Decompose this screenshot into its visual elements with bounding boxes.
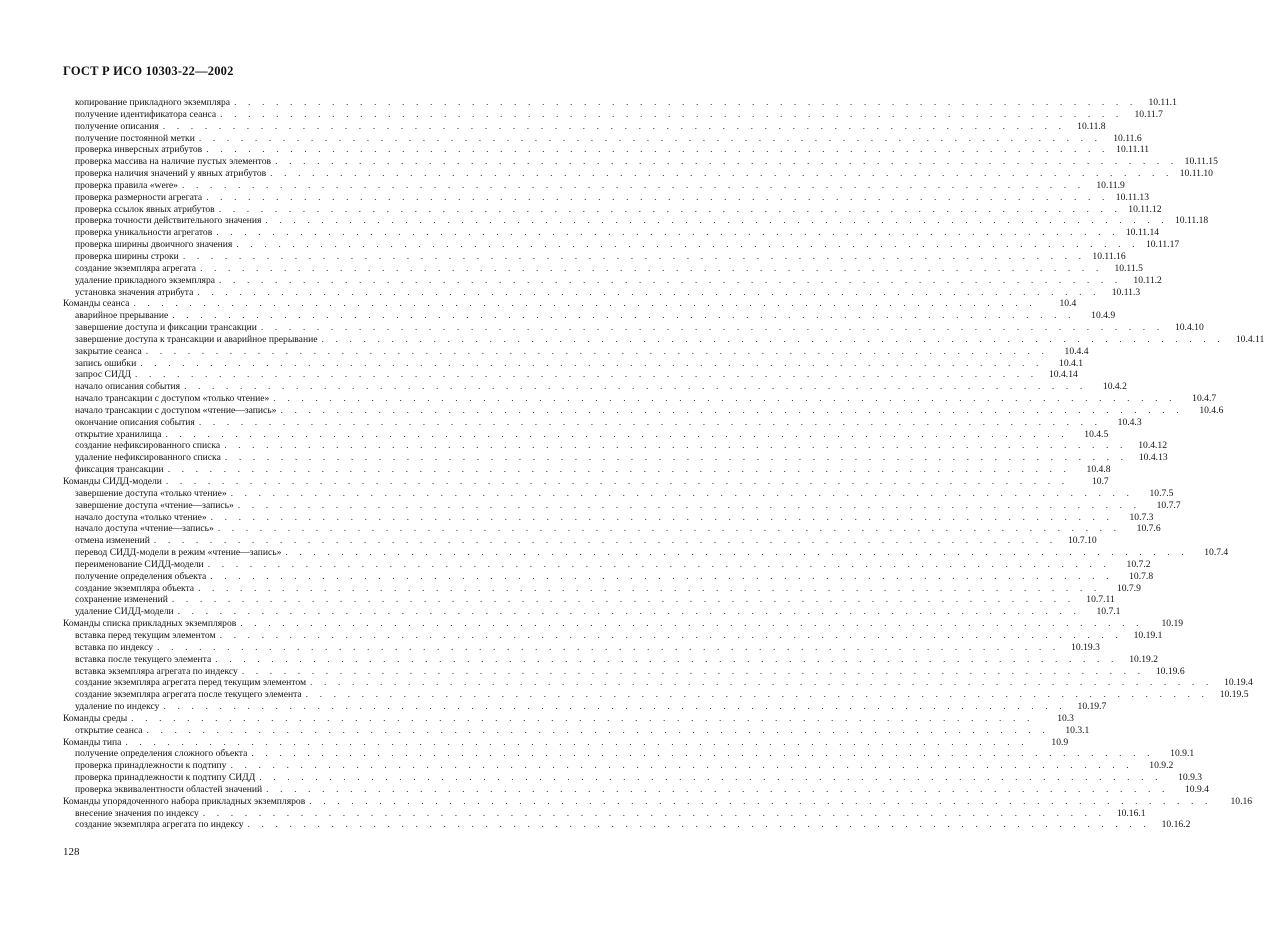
index-subentry (63, 286, 1141, 299)
entry-reference: 10.4.12 (1138, 440, 1167, 452)
entry-reference: 10.19.4 (1224, 677, 1253, 689)
dot-leader: . . . . . . . . . . . . . . . . . . . . . . . . . . . . . . . . . . . . . . . . . . . . . . . . . . . . . . . . . . . . . . . . . (184, 381, 1087, 393)
index-entry (63, 795, 1253, 808)
dot-leader: . . . . . . . . . . . . . . . . . . . . . . . . . . . . . . . . . . . . . . . . . . . . . . . . . . . . . . . . . . . . . . . . . (131, 712, 1034, 724)
dot-leader: . . . . . . . . . . . . . . . . . . . . . . . . . . . . . . . . . . . . . . . . . . . . . . . . . . . . . . . . . . . . . . . . . (216, 227, 1120, 239)
index-subentry (63, 760, 1174, 772)
entry-reference: 10.11.2 (1133, 274, 1162, 286)
entry-title: удаление прикладного экземпляра (75, 274, 216, 286)
entry-title: завершение доступа и фиксации трансакции (75, 322, 257, 334)
index-subentry (63, 357, 1084, 370)
entry-reference: 10.11.10 (1179, 168, 1213, 180)
index-subentry (63, 227, 1160, 239)
index-subentry (63, 677, 1253, 689)
index-subentry (63, 215, 1209, 227)
entry-reference: 10.4.6 (1199, 404, 1224, 416)
index-subentry (63, 203, 1162, 216)
index-subentry (63, 523, 1161, 535)
dot-leader: . . . . . . . . . . . . . . . . . . . . . . . . . . . . . . . . . . . . . . . . . . . . . . . . . . . . . . . . . . . . . . . . . (270, 168, 1173, 180)
entry-reference: 10.19.1 (1133, 629, 1163, 641)
entry-title: перевод СИДД-модели в режим «чтение—запись» (75, 547, 282, 559)
index-subentry (63, 807, 1146, 820)
dot-leader: . . . . . . . . . . . . . . . . . . . . . . . . . . . . . . . . . . . . . . . . . . . . . . . . . . . . . . . . . . . . . . . . . (125, 736, 1029, 748)
entry-title: получение определения объекта (75, 570, 207, 582)
index-subentry (63, 179, 1125, 192)
dot-leader: . . . . . . . . . . . . . . . . . . . . . . . . . . . . . . . . . . . . . . . . . . . . . . . . . . . . . . . . . . . . . . . . . (181, 179, 1085, 191)
dot-leader: . . . . . . . . . . . . . . . . . . . . . . . . . . . . . . . . . . . . . . . . . . . . . . . . . . . . . . . . . . . . . . . . . (251, 748, 1155, 760)
index-subentry (63, 819, 1191, 831)
dot-leader: . . . . . . . . . . . . . . . . . . . . . . . . . . . . . . . . . . . . . . . . . . . . . . . . . . . . . . . . . . . . . . . . . (197, 286, 1101, 298)
dot-leader: . . . . . . . . . . . . . . . . . . . . . . . . . . . . . . . . . . . . . . . . . . . . . . . . . . . . . . . . . . . . . . . . . (224, 452, 1128, 464)
index-subentry (63, 144, 1150, 156)
index-subentry (63, 369, 1078, 381)
entry-title: вставка после текущего элемента (75, 653, 212, 665)
entry-reference: 10.16.1 (1116, 807, 1146, 819)
entry-reference: 10.4.7 (1192, 393, 1217, 405)
dot-leader: . . . . . . . . . . . . . . . . . . . . . . . . . . . . . . . . . . . . . . . . . . . . . . . . . . . . . . . . . . . . . . . . . (247, 819, 1151, 831)
index-subentry (63, 440, 1167, 452)
entry-reference: 10.7.8 (1129, 570, 1154, 582)
entry-title: отмена изменений (75, 535, 150, 547)
index-subentry (63, 748, 1195, 760)
index-subentry (63, 535, 1097, 547)
index-subentry (63, 97, 1177, 109)
entry-reference: 10.19 (1161, 618, 1184, 630)
index-subentry (63, 511, 1154, 524)
entry-reference: 10.11.15 (1184, 156, 1218, 168)
index-subentry (63, 452, 1168, 464)
entry-title: копирование прикладного экземпляра (75, 97, 231, 108)
entry-reference: 10.4 (1059, 298, 1077, 310)
dot-leader: . . . . . . . . . . . . . . . . . . . . . . . . . . . . . . . . . . . . . . . . . . . . . . . . . . . . . . . . . . . . . . . . . (140, 357, 1044, 369)
dot-leader: . . . . . . . . . . . . . . . . . . . . . . . . . . . . . . . . . . . . . . . . . . . . . . . . . . . . . . . . . . . . . . . . . (234, 97, 1137, 108)
index-subentry (63, 594, 1115, 606)
dot-leader: . . . . . . . . . . . . . . . . . . . . . . . . . . . . . . . . . . . . . . . . . . . . . . . . . . . . . . . . . . . . . . . . . (207, 558, 1111, 570)
entry-title: Команды типа (63, 736, 122, 748)
entry-title: вставка по индексу (75, 641, 154, 653)
index-subentry (63, 322, 1204, 334)
entry-reference: 10.11.12 (1128, 203, 1162, 215)
entry-reference: 10.3 (1057, 712, 1074, 724)
document-header: ГОСТ Р ИСО 10303-22—2002 (63, 64, 234, 78)
dot-leader: . . . . . . . . . . . . . . . . . . . . . . . . . . . . . . . . . . . . . . . . . . . . . . . . . . . . . . . . . . . . . . . . . (182, 250, 1086, 262)
entry-reference: 10.4.14 (1049, 369, 1078, 381)
entry-title: получение постоянной метки (75, 132, 195, 144)
entry-reference: 10.11.9 (1096, 179, 1125, 191)
entry-reference: 10.9.4 (1184, 783, 1209, 795)
entry-title: фиксация трансакции (75, 464, 164, 476)
dot-leader: . . . . . . . . . . . . . . . . . . . . . . . . . . . . . . . . . . . . . . . . . . . . . . . . . . . . . . . . . . . . . . . . . (171, 594, 1075, 606)
dot-leader: . . . . . . . . . . . . . . . . . . . . . . . . . . . . . . . . . . . . . . . . . . . . . . . . . . . . . . . . . . . . . . . . . (219, 629, 1123, 641)
entry-title: завершение доступа к трансакции и аварийное прерывание (75, 333, 318, 345)
entry-title: Команды упорядоченного набора прикладных экземпляров (63, 795, 306, 807)
dot-leader: . . . . . . . . . . . . . . . . . . . . . . . . . . . . . . . . . . . . . . . . . . . . . . . . . . . . . . . . . . . . . . . . . (172, 310, 1076, 322)
dot-leader: . . . . . . . . . . . . . . . . . . . . . . . . . . . . . . . . . . . . . . . . . . . . . . . . . . . . . . . . . . . . . . . . . (280, 404, 1184, 416)
index-subentry (63, 108, 1163, 121)
entry-reference: 10.4.10 (1174, 322, 1204, 334)
dot-leader: . . . . . . . . . . . . . . . . . . . . . . . . . . . . . . . . . . . . . . . . . . . . . . . . . . . . . . . . . . . . . . . . . (275, 156, 1178, 168)
dot-leader: . . . . . . . . . . . . . . . . . . . . . . . . . . . . . . . . . . . . . . . . . . . . . . . . . . . . . . . . . . . . . . . . . (157, 641, 1060, 653)
index-subentry (63, 333, 1264, 346)
index-subentry (63, 772, 1203, 784)
dot-leader: . . . . . . . . . . . . . . . . . . . . . . . . . . . . . . . . . . . . . . . . . . . . . . . . . . . . . . . . . . . . . . . . . (163, 701, 1067, 713)
entry-title: создание экземпляра агрегата по индексу (75, 819, 244, 831)
index-subentry (63, 393, 1217, 405)
entry-title: начало доступа «чтение—запись» (75, 523, 214, 535)
entry-reference: 10.9.3 (1178, 772, 1203, 784)
entry-reference: 10.11.13 (1115, 191, 1149, 203)
dot-leader: . . . . . . . . . . . . . . . . . . . . . . . . . . . . . . . . . . . . . . . . . . . . . . . . . . . . . . . . . . . . . . . . . (285, 547, 1189, 559)
entry-reference: 10.4.13 (1138, 452, 1168, 464)
entry-reference: 10.19.5 (1219, 689, 1249, 701)
dot-leader: . . . . . . . . . . . . . . . . . . . . . . . . . . . . . . . . . . . . . . . . . . . . . . . . . . . . . . . . . . . . . . . . . (134, 369, 1038, 381)
index-subentry (63, 156, 1218, 168)
entry-title: удаление по индексу (75, 701, 160, 713)
dot-leader: . . . . . . . . . . . . . . . . . . . . . . . . . . . . . . . . . . . . . . . . . . . . . . . . . . . . . . . . . . . . . . . . . (202, 807, 1106, 819)
entry-title: внесение значения по индексу (75, 807, 199, 819)
dot-leader: . . . . . . . . . . . . . . . . . . . . . . . . . . . . . . . . . . . . . . . . . . . . . . . . . . . . . . . . . . . . . . . . . (224, 440, 1127, 452)
dot-leader: . . . . . . . . . . . . . . . . . . . . . . . . . . . . . . . . . . . . . . . . . . . . . . . . . . . . . . . . . . . . . . . . . (198, 132, 1102, 144)
entry-reference: 10.7.1 (1096, 606, 1121, 618)
entry-reference: 10.11.6 (1113, 132, 1142, 144)
entry-title: запись ошибки (75, 357, 137, 369)
entry-title: Команды списка прикладных экземпляров (63, 618, 237, 630)
dot-leader: . . . . . . . . . . . . . . . . . . . . . . . . . . . . . . . . . . . . . . . . . . . . . . . . . . . . . . . . . . . . . . . . . (218, 203, 1122, 215)
entry-title: проверка эквивалентности областей значений (75, 783, 263, 795)
dot-leader: . . . . . . . . . . . . . . . . . . . . . . . . . . . . . . . . . . . . . . . . . . . . . . . . . . . . . . . . . . . . . . . . . (220, 108, 1123, 120)
index-subentry (63, 689, 1249, 701)
entry-title: проверка правила «were» (75, 179, 178, 191)
index-subentry (63, 629, 1163, 642)
index-subentry (63, 570, 1154, 583)
entry-reference: 10.4.4 (1064, 345, 1089, 357)
entry-title: завершение доступа «только чтение» (75, 487, 227, 499)
dot-leader: . . . . . . . . . . . . . . . . . . . . . . . . . . . . . . . . . . . . . . . . . . . . . . . . . . . . . . . . . . . . . . . . . (206, 144, 1110, 156)
entry-title: начало трансакции с доступом «чтение—запись» (75, 404, 277, 416)
entry-reference: 10.9.1 (1170, 748, 1195, 760)
index-subentry (63, 381, 1127, 393)
dot-leader: . . . . . . . . . . . . . . . . . . . . . . . . . . . . . . . . . . . . . . . . . . . . . . . . . . . . . . . . . . . . . . . . . (167, 464, 1071, 476)
entry-title: проверка принадлежности к подтипу (75, 760, 227, 772)
dot-leader: . . . . . . . . . . . . . . . . . . . . . . . . . . . . . . . . . . . . . . . . . . . . . . . . . . . . . . . . . . . . . . . . . (266, 783, 1169, 795)
dot-leader: . . . . . . . . . . . . . . . . . . . . . . . . . . . . . . . . . . . . . . . . . . . . . . . . . . . . . . . . . . . . . . . . . (240, 618, 1144, 630)
entry-reference: 10.7.9 (1116, 582, 1141, 594)
entry-title: проверка точности действительного значения (75, 215, 262, 227)
dot-leader: . . . . . . . . . . . . . . . . . . . . . . . . . . . . . . . . . . . . . . . . . . . . . . . . . . . . . . . . . . . . . . . . . (198, 582, 1101, 594)
entry-reference: 10.7.10 (1067, 535, 1097, 547)
entry-title: получение определения сложного объекта (75, 748, 248, 760)
index-subentry (63, 132, 1142, 145)
entry-title: получение идентификатора сеанса (75, 108, 217, 120)
dot-leader: . . . . . . . . . . . . . . . . . . . . . . . . . . . . . . . . . . . . . . . . . . . . . . . . . . . . . . . . . . . . . . . . . (309, 795, 1213, 807)
entry-reference: 10.9 (1051, 736, 1069, 748)
entry-title: Команды среды (63, 712, 128, 724)
index-subentry (63, 416, 1142, 429)
index-subentry (63, 701, 1107, 713)
index-subentry (63, 250, 1126, 263)
entry-reference: 10.7.3 (1129, 511, 1154, 523)
entry-title: окончание описания события (75, 416, 195, 428)
entry-reference: 10.11.11 (1116, 144, 1150, 156)
index-subentry (63, 606, 1121, 618)
dot-leader: . . . . . . . . . . . . . . . . . . . . . . . . . . . . . . . . . . . . . . . . . . . . . . . . . . . . . . . . . . . . . . . . . (230, 760, 1134, 772)
entry-title: создание экземпляра агрегата (75, 262, 197, 274)
index-subentry (63, 499, 1181, 512)
dot-leader: . . . . . . . . . . . . . . . . . . . . . . . . . . . . . . . . . . . . . . . . . . . . . . . . . . . . . . . . . . . . . . . . . (200, 262, 1103, 274)
entry-title: проверка массива на наличие пустых элементов (75, 156, 272, 168)
index-subentry (63, 547, 1229, 559)
entry-reference: 10.4.8 (1086, 464, 1111, 476)
entry-reference: 10.19.2 (1129, 653, 1159, 665)
entry-title: удаление СИДД-модели (75, 606, 174, 618)
index-subentry (63, 168, 1213, 180)
entry-title: открытие сеанса (75, 724, 143, 736)
index-subentry (63, 404, 1224, 417)
dot-leader: . . . . . . . . . . . . . . . . . . . . . . . . . . . . . . . . . . . . . . . . . . . . . . . . . . . . . . . . . . . . . . . . . (230, 487, 1134, 499)
dot-leader: . . . . . . . . . . . . . . . . . . . . . . . . . . . . . . . . . . . . . . . . . . . . . . . . . . . . . . . . . . . . . . . . . (321, 333, 1225, 345)
dot-leader: . . . . . . . . . . . . . . . . . . . . . . . . . . . . . . . . . . . . . . . . . . . . . . . . . . . . . . . . . . . . . . . . . (133, 298, 1037, 310)
index-subentry (63, 239, 1180, 251)
dot-leader: . . . . . . . . . . . . . . . . . . . . . . . . . . . . . . . . . . . . . . . . . . . . . . . . . . . . . . . . . . . . . . . . . (210, 570, 1114, 582)
entry-reference: 10.11.1 (1148, 97, 1177, 108)
dot-leader: . . . . . . . . . . . . . . . . . . . . . . . . . . . . . . . . . . . . . . . . . . . . . . . . . . . . . . . . . . . . . . . . . (210, 511, 1114, 523)
entry-title: проверка уникальности агрегатов (75, 227, 213, 239)
dot-leader: . . . . . . . . . . . . . . . . . . . . . . . . . . . . . . . . . . . . . . . . . . . . . . . . . . . . . . . . . . . . . . . . . (145, 345, 1049, 357)
dot-leader: . . . . . . . . . . . . . . . . . . . . . . . . . . . . . . . . . . . . . . . . . . . . . . . . . . . . . . . . . . . . . . . . . (146, 724, 1050, 736)
entry-title: аварийное прерывание (75, 310, 169, 322)
entry-reference: 10.7.5 (1149, 487, 1174, 499)
entry-title: начало доступа «только чтение» (75, 511, 207, 523)
entry-reference: 10.7.11 (1086, 594, 1115, 606)
entry-reference: 10.11.3 (1111, 286, 1141, 298)
entry-reference: 10.4.1 (1059, 357, 1084, 369)
dot-leader: . . . . . . . . . . . . . . . . . . . . . . . . . . . . . . . . . . . . . . . . . . . . . . . . . . . . . . . . . . . . . . . . . (219, 274, 1122, 286)
dot-leader: . . . . . . . . . . . . . . . . . . . . . . . . . . . . . . . . . . . . . . . . . . . . . . . . . . . . . . . . . . . . . . . . . (177, 606, 1081, 618)
entry-title: запрос СИДД (75, 369, 131, 381)
index-subentry (63, 653, 1159, 666)
entry-title: завершение доступа «чтение—запись» (75, 499, 234, 511)
index-entry (63, 736, 1069, 749)
dot-leader: . . . . . . . . . . . . . . . . . . . . . . . . . . . . . . . . . . . . . . . . . . . . . . . . . . . . . . . . . . . . . . . . . (198, 416, 1102, 428)
entry-title: вставка экземпляра агрегата по индексу (75, 665, 238, 677)
entry-title: создание экземпляра агрегата после текущего элемента (75, 689, 302, 701)
entry-reference: 10.7.4 (1204, 547, 1229, 559)
index-subentry (63, 120, 1106, 133)
entry-title: начало трансакции с доступом «только чтение» (75, 393, 270, 405)
entry-reference: 10.7.6 (1136, 523, 1161, 535)
entry-reference: 10.9.2 (1149, 760, 1174, 772)
entry-reference: 10.16.2 (1161, 819, 1191, 831)
index-subentry (63, 428, 1109, 441)
entry-reference: 10.7.2 (1126, 558, 1151, 570)
index-subentry (63, 783, 1209, 796)
entry-title: удаление нефиксированного списка (75, 452, 221, 464)
dot-leader: . . . . . . . . . . . . . . . . . . . . . . . . . . . . . . . . . . . . . . . . . . . . . . . . . . . . . . . . . . . . . . . . . (215, 653, 1119, 665)
dot-leader: . . . . . . . . . . . . . . . . . . . . . . . . . . . . . . . . . . . . . . . . . . . . . . . . . . . . . . . . . . . . . . . . . (260, 322, 1164, 334)
index-subentry (63, 641, 1100, 654)
entry-title: сохранение изменений (75, 594, 168, 606)
dot-leader: . . . . . . . . . . . . . . . . . . . . . . . . . . . . . . . . . . . . . . . . . . . . . . . . . . . . . . . . . . . . . . . . . (206, 191, 1109, 203)
index-subentry (63, 464, 1111, 476)
entry-reference: 10.11.14 (1125, 227, 1160, 239)
entry-title: переименование СИДД-модели (75, 558, 204, 570)
entry-title: открытие хранилища (75, 428, 162, 440)
entry-title: закрытие сеанса (75, 345, 142, 357)
dot-leader: . . . . . . . . . . . . . . . . . . . . . . . . . . . . . . . . . . . . . . . . . . . . . . . . . . . . . . . . . . . . . . . . . (241, 665, 1145, 677)
entry-reference: 10.16 (1230, 795, 1253, 807)
entry-title: начало описания события (75, 381, 181, 393)
entry-title: Команды СИДД-модели (63, 476, 162, 487)
entry-reference: 10.4.9 (1091, 310, 1116, 322)
dot-leader: . . . . . . . . . . . . . . . . . . . . . . . . . . . . . . . . . . . . . . . . . . . . . . . . . . . . . . . . . . . . . . . . . (237, 499, 1141, 511)
entry-reference: 10.11.17 (1145, 239, 1180, 251)
index-subentry (63, 345, 1089, 358)
entry-reference: 10.4.2 (1102, 381, 1127, 393)
entry-reference: 10.4.11 (1235, 333, 1264, 345)
dot-leader: . . . . . . . . . . . . . . . . . . . . . . . . . . . . . . . . . . . . . . . . . . . . . . . . . . . . . . . . . . . . . . . . . (265, 215, 1169, 227)
dot-leader: . . . . . . . . . . . . . . . . . . . . . . . . . . . . . . . . . . . . . . . . . . . . . . . . . . . . . . . . . . . . . . . . . (273, 393, 1177, 405)
entry-reference: 10.11.16 (1092, 250, 1126, 262)
entry-title: получение описания (75, 120, 159, 132)
entry-title: вставка перед текущим элементом (75, 629, 216, 641)
dot-leader: . . . . . . . . . . . . . . . . . . . . . . . . . . . . . . . . . . . . . . . . . . . . . . . . . . . . . . . . . . . . . . . . . (305, 689, 1209, 701)
entry-reference: 10.3.1 (1065, 724, 1090, 736)
entry-title: проверка принадлежности к подтипу СИДД (75, 772, 256, 784)
entry-reference: 10.19.3 (1071, 641, 1100, 653)
entry-reference: 10.4.3 (1117, 416, 1142, 428)
entry-title: проверка ссылок явных атрибутов (75, 203, 215, 215)
index-list (63, 97, 1264, 831)
index-subentry (63, 191, 1149, 204)
entry-title: проверка инверсных атрибутов (75, 144, 203, 156)
dot-leader: . . . . . . . . . . . . . . . . . . . . . . . . . . . . . . . . . . . . . . . . . . . . . . . . . . . . . . . . . . . . . . . . . (165, 476, 1069, 487)
entry-title: создание экземпляра объекта (75, 582, 195, 594)
entry-reference: 10.11.8 (1077, 120, 1106, 132)
entry-title: создание нефиксированного списка (75, 440, 221, 452)
entry-reference: 10.19.7 (1077, 701, 1107, 713)
index-subentry (63, 274, 1162, 287)
entry-reference: 10.11.7 (1134, 108, 1163, 120)
entry-title: создание экземпляра агрегата перед текущим элементом (75, 677, 307, 689)
dot-leader: . . . . . . . . . . . . . . . . . . . . . . . . . . . . . . . . . . . . . . . . . . . . . . . . . . . . . . . . . . . . . . . . . (259, 772, 1163, 784)
entry-title: установка значения атрибута (75, 286, 194, 298)
entry-title: проверка наличия значений у явных атрибутов (75, 168, 267, 180)
entry-reference: 10.7.7 (1156, 499, 1181, 511)
index-entry (63, 712, 1074, 725)
index-entry (63, 618, 1184, 630)
entry-reference: 10.11.5 (1114, 262, 1143, 274)
index-entry (63, 298, 1077, 310)
index-subentry (63, 724, 1090, 737)
dot-leader: . . . . . . . . . . . . . . . . . . . . . . . . . . . . . . . . . . . . . . . . . . . . . . . . . . . . . . . . . . . . . . . . . (165, 428, 1069, 440)
index-subentry (63, 665, 1185, 678)
index-subentry (63, 487, 1174, 500)
index-subentry (63, 262, 1143, 275)
dot-leader: . . . . . . . . . . . . . . . . . . . . . . . . . . . . . . . . . . . . . . . . . . . . . . . . . . . . . . . . . . . . . . . . . (310, 677, 1213, 689)
index-subentry (63, 558, 1151, 571)
index-subentry (63, 582, 1141, 595)
dot-leader: . . . . . . . . . . . . . . . . . . . . . . . . . . . . . . . . . . . . . . . . . . . . . . . . . . . . . . . . . . . . . . . . . (162, 120, 1066, 132)
dot-leader: . . . . . . . . . . . . . . . . . . . . . . . . . . . . . . . . . . . . . . . . . . . . . . . . . . . . . . . . . . . . . . . . . (217, 523, 1121, 535)
entry-reference: 10.7 (1091, 476, 1109, 487)
entry-title: Команды сеанса (63, 298, 130, 310)
entry-title: проверка ширины двоичного значения (75, 239, 233, 251)
entry-reference: 10.4.5 (1084, 428, 1109, 440)
dot-leader: . . . . . . . . . . . . . . . . . . . . . . . . . . . . . . . . . . . . . . . . . . . . . . . . . . . . . . . . . . . . . . . . . (236, 239, 1140, 251)
entry-title: проверка размерности агрегата (75, 191, 203, 203)
dot-leader: . . . . . . . . . . . . . . . . . . . . . . . . . . . . . . . . . . . . . . . . . . . . . . . . . . . . . . . . . . . . . . . . . (153, 535, 1057, 547)
entry-title: проверка ширины строки (75, 250, 179, 262)
page-number: 128 (63, 846, 80, 858)
index-entry (63, 476, 1109, 488)
index-subentry (63, 310, 1116, 322)
entry-reference: 10.11.18 (1175, 215, 1209, 227)
entry-reference: 10.19.6 (1155, 665, 1185, 677)
